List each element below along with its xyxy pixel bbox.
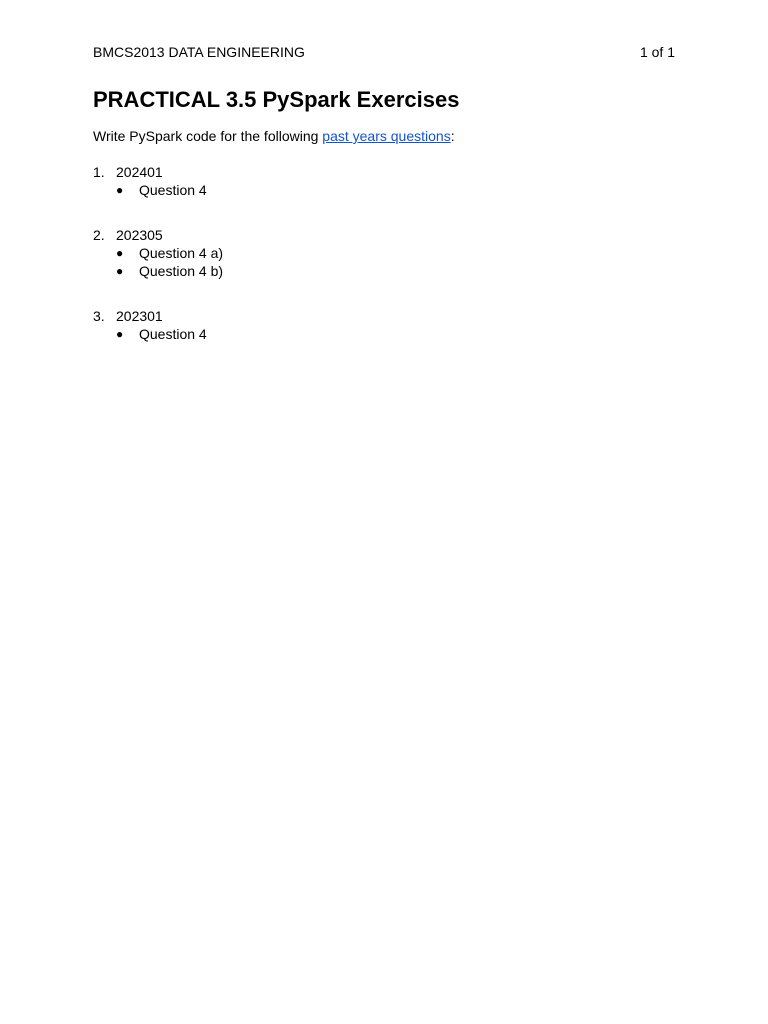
page-number: 1 of 1 (639, 44, 675, 60)
bullet-icon: ● (116, 183, 124, 197)
item-number: 1. (93, 164, 105, 180)
intro-suffix: : (450, 128, 455, 144)
item-number: 3. (93, 308, 105, 324)
question-list (93, 181, 653, 199)
question-label: Question 4 b) (139, 263, 224, 279)
question-list (93, 244, 653, 280)
past-years-questions-link[interactable]: past years questions (322, 128, 451, 144)
list-item (93, 226, 653, 280)
list-item (93, 307, 653, 343)
list-item (93, 163, 653, 199)
exercise-list (93, 163, 653, 370)
question-label: Question 4 (139, 326, 207, 342)
intro-text (93, 127, 455, 145)
bullet-icon: ● (116, 327, 124, 341)
question-item (93, 244, 653, 262)
question-item (93, 325, 653, 343)
question-item (93, 262, 653, 280)
bullet-icon: ● (116, 264, 124, 278)
bullet-icon: ● (116, 246, 124, 260)
page-title: PRACTICAL 3.5 PySpark Exercises (93, 87, 460, 112)
item-number: 2. (93, 227, 105, 243)
item-label: 202401 (116, 164, 163, 180)
page-header (93, 43, 675, 61)
question-label: Question 4 (139, 182, 207, 198)
question-item (93, 181, 653, 199)
course-code: BMCS2013 DATA ENGINEERING (93, 44, 305, 60)
intro-prefix: Write PySpark code for the following (93, 128, 323, 144)
item-label: 202301 (116, 308, 163, 324)
question-list (93, 325, 653, 343)
item-label: 202305 (116, 227, 163, 243)
question-label: Question 4 a) (139, 245, 224, 261)
